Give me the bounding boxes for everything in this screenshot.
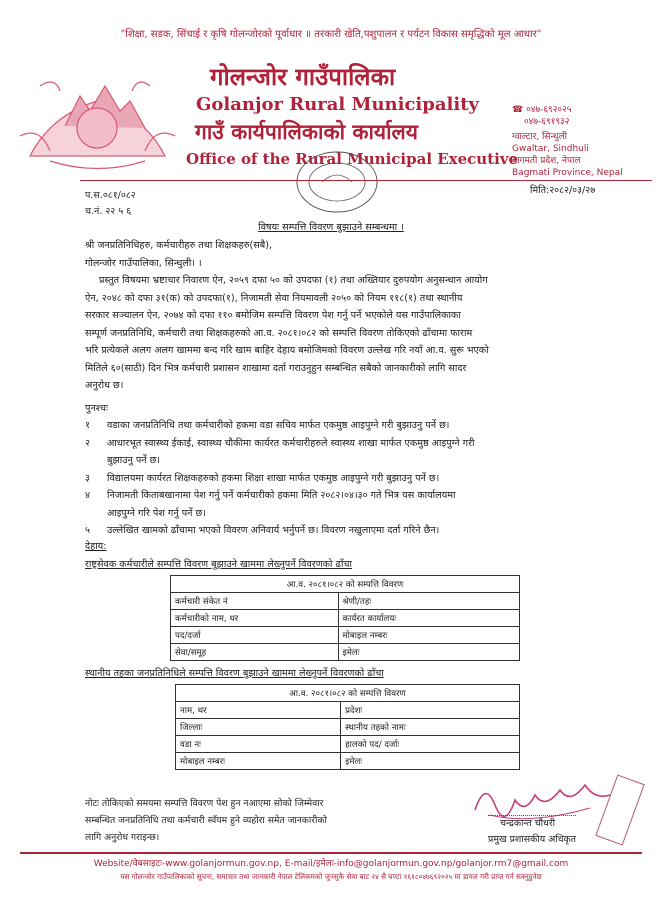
item-number: २ <box>85 437 90 449</box>
body-line: सरकार सञ्चालन ऐन, २०७४ को दफा ११० बमोजिम सम्पत्ति विवरण पेश गर्नु पर्ने भएकोले यस गाउँपालिकाका <box>85 310 461 321</box>
municipality-title-np: गोलन्जोर गाउँपालिका <box>210 62 396 91</box>
subject-line: विषयः सम्पत्ति विवरण बुझाउने सम्बन्धमा । <box>258 222 404 233</box>
recipients <box>85 237 272 272</box>
body-line: अनुरोध छ। <box>85 380 124 391</box>
table-cell: पद/दर्जा <box>171 627 339 644</box>
table-row <box>176 753 520 770</box>
reference-block <box>85 188 136 220</box>
municipality-title-en: Golanjor Rural Municipality <box>196 94 479 115</box>
table-row <box>176 736 520 753</box>
phone-1 <box>512 104 623 116</box>
list-item <box>85 487 641 505</box>
office-title-np: गाउँ कार्यपालिकाको कार्यालय <box>195 119 418 144</box>
footer-contact: Website/वेबसाइटः-www.golanjormun.gov.np, E-mail/इमेलः-info@golanjormun.gov.np/golanjor.rm7@gmail.com <box>93 859 569 869</box>
signatory-title: प्रमुख प्रशासकीय अधिकृत <box>488 834 577 845</box>
table2-title: स्थानीय तहका जनप्रतिनिधिले सम्पत्ति विवरण बुझाउने खाममा लेख्नुपर्ने विवरणको ढाँचा <box>85 668 384 679</box>
contact-block <box>512 104 623 179</box>
list-item <box>85 435 641 453</box>
body-line: ऐन, २०४८ को दफा ३१(क) को उपदफा(१), निजामती सेवा नियमावली २०५० को नियम ११८(१) तथा स्थानीय <box>85 292 463 304</box>
office-stamp <box>292 148 382 216</box>
table2 <box>175 684 520 770</box>
footnote-line: नोटः तोकिएको समयमा सम्पत्ति विवरण पेश हुन नआएमा सोको जिम्मेवार <box>85 798 324 809</box>
table-row <box>171 593 520 610</box>
table-cell: कर्मचारी संकेत नं <box>171 593 339 610</box>
item-text: आधारभूत स्वास्थ्य ईकाई, स्वास्थ्य चौकीमा कार्यरत कर्मचारीहरुले स्वास्थ्य शाखा मार्फत एकमुष्ठ आइपुग्ने गरी <box>107 437 475 449</box>
address-np-2: बागमती प्रदेश, नेपाल <box>512 156 581 166</box>
punascha-label: पुनश्चः <box>85 403 108 414</box>
footer-divider <box>20 852 642 854</box>
signatory-name: चन्द्रकान्त चौधरी <box>488 815 576 832</box>
list-item <box>85 470 641 488</box>
letter-date: मिति:२०८२/०३/२७ <box>530 185 596 196</box>
body-line: सम्पूर्ण जनप्रतिनिधि, कर्मचारी तथा शिक्षकहरुको आ.व. २०८१।०८२ को सम्पत्ति विवरण तोकिएको ढाँचामा फाराम <box>85 327 473 339</box>
table1-header: आ.व. २०८१।०८२ को सम्पत्ति विवरण <box>171 576 520 593</box>
item-number: ३ <box>85 472 90 484</box>
header-divider <box>80 180 652 181</box>
item-text: वडाका जनप्रतिनिधि तथा कर्मचारीको हकमा वडा सचिव मार्फत एकमुष्ठ आइपुग्ने गरी बुझाउनु पर्ने छ। <box>107 420 450 431</box>
body-line: भरि प्रत्येकले अलग अलग खाममा बन्द गरि खाम बाहिर देहाय बमोजिमको विवरण उल्लेख गरि नयाँ आ.व. सुरू भएको <box>85 345 489 356</box>
table-row <box>171 627 520 644</box>
table-cell: सेवा/समूह <box>171 644 339 661</box>
table-cell: कार्यरत कार्यालयः <box>338 610 519 627</box>
address-np-1: ग्वाल्टार, सिन्धुली <box>512 132 567 142</box>
footer-note: यस गोलन्जोर गाउँपालिकाको सूचना, समाचार तथा जानकारी नेपाल टेलिकमको जुनसुकै सेवा बाट २४ सै घण्टा १६१८०४७६९२०२५ मा डायल गरी प्राप्त गर्न सक्नुहुनेछ <box>120 872 542 881</box>
slogan: "शिक्षा, सडक, सिंचाई र कृषि गोलन्जोरको पूर्वाधार ॥ तरकारी खेति,पशुपालन र पर्यटन विकास समृद्धिको मूल आधार" <box>120 29 542 40</box>
item-text-cont: आइपुग्ने गरि पेश गर्नु पर्ने छ। <box>107 507 206 519</box>
footnote <box>85 795 445 846</box>
table1 <box>170 575 520 661</box>
item-text: निजामती किताबखानामा पेश गर्नु पर्ने कर्मचारीको हकमा मिति २०८२।०४।३० गते भित्र यस कार्यालयमा <box>107 490 456 501</box>
address-en-2: Bagmati Province, Nepal <box>512 168 623 178</box>
table-cell: हालको पद/ दर्जाः <box>341 736 520 753</box>
item-number: ४ <box>85 490 90 501</box>
table-row <box>176 719 520 736</box>
footnote-line: लागि अनुरोध गराइन्छ। <box>85 832 160 843</box>
table-cell: नाम, थर <box>176 702 341 719</box>
phone-icon: ☎ <box>512 105 524 115</box>
body-line: मितिले ६०(साठी) दिन भित्र कर्मचारी प्रशासन शाखामा दर्ता गराउनुहुन सम्बन्धित सबैको जानकारीको लागि सादर <box>85 362 467 374</box>
recipient-line-1: श्री जनप्रतिनिधिहरु, कर्मचारीहरु तथा शिक्षकहरु(सबै), <box>85 240 272 251</box>
table-cell: स्थानीय तहको नामः <box>341 719 520 736</box>
office-title-en: Office of the Rural Municipal Executive <box>186 150 519 168</box>
patra-sankhya: प.स.०८१/०८२ <box>85 190 136 201</box>
table-cell: वडा नः <box>176 736 341 753</box>
table-row <box>176 702 520 719</box>
dehaya-label: देहाय: <box>85 541 107 552</box>
table-row <box>171 644 520 661</box>
footnote-line: सम्बन्धित जनप्रतिनिधि तथा कर्मचारी स्वँयम हुने व्यहोरा समेत जानकारीको <box>85 815 327 826</box>
recipient-line-2: गोलन्जोर गाउँपालिका, सिन्धुली। । <box>85 257 202 269</box>
signatory <box>488 815 576 848</box>
body-line: प्रस्तुत विषयमा भ्रष्टाचार निवारण ऐन, २०५९ दफा ५० को उपदफा (१) तथा अख्तियार दुरुपयोग अनुसन्धान आयोग <box>99 275 488 286</box>
table-cell: इमेलः <box>341 753 520 770</box>
phone-1-text: ०४७-६९२०२५ <box>526 105 572 115</box>
chalani-number: च.नं. २२ ५ ६ <box>85 206 132 217</box>
item-text-cont: बुझाउनु पर्ने छ। <box>107 455 161 466</box>
table2-header: आ.व. २०८१।०८२ को सम्पत्ति विवरण <box>176 685 520 702</box>
table1-title: राष्ट्रसेवक कर्मचारीले सम्पत्ति विवरण बुझाउने खाममा लेख्नुपर्ने विवरणको ढाँचा <box>85 559 353 570</box>
phone-2: ०४७-६९१९३२ <box>524 117 570 127</box>
body-paragraph <box>85 272 641 395</box>
notes-list <box>85 417 641 540</box>
table-row <box>171 610 520 627</box>
list-item <box>85 522 641 540</box>
table-cell: प्रदेशः <box>341 702 520 719</box>
table-cell: जिल्लाः <box>176 719 341 736</box>
table-cell: मोबाइल नम्बरः <box>338 627 519 644</box>
item-text: विद्यालयमा कार्यरत शिक्षकहरुको हकमा शिक्षा शाखा मार्फत एकमुष्ठ आइपुग्ने गरी बुझाउनु पर्ने छ। <box>107 472 440 484</box>
table-cell: श्रेणी/तहः <box>338 593 519 610</box>
table-cell: कर्मचारीको नाम, थर <box>171 610 339 627</box>
table-cell: इमेलः <box>338 644 519 661</box>
table-row <box>171 576 520 593</box>
item-number: ५ <box>85 525 90 536</box>
emblem-logo <box>10 56 185 176</box>
table-row <box>176 685 520 702</box>
item-text: उल्लेखित खामको ढाँचामा भएको विवरण अनिवार्य भर्नुपर्ने छ। विवरण नखुलाएमा दर्ता गरिने छैन। <box>107 525 440 536</box>
table-cell: मोबाइल नम्बरः <box>176 753 341 770</box>
item-number: १ <box>85 420 90 431</box>
list-item <box>85 417 641 435</box>
address-en-1: Gwaltar, Sindhuli <box>512 144 589 154</box>
